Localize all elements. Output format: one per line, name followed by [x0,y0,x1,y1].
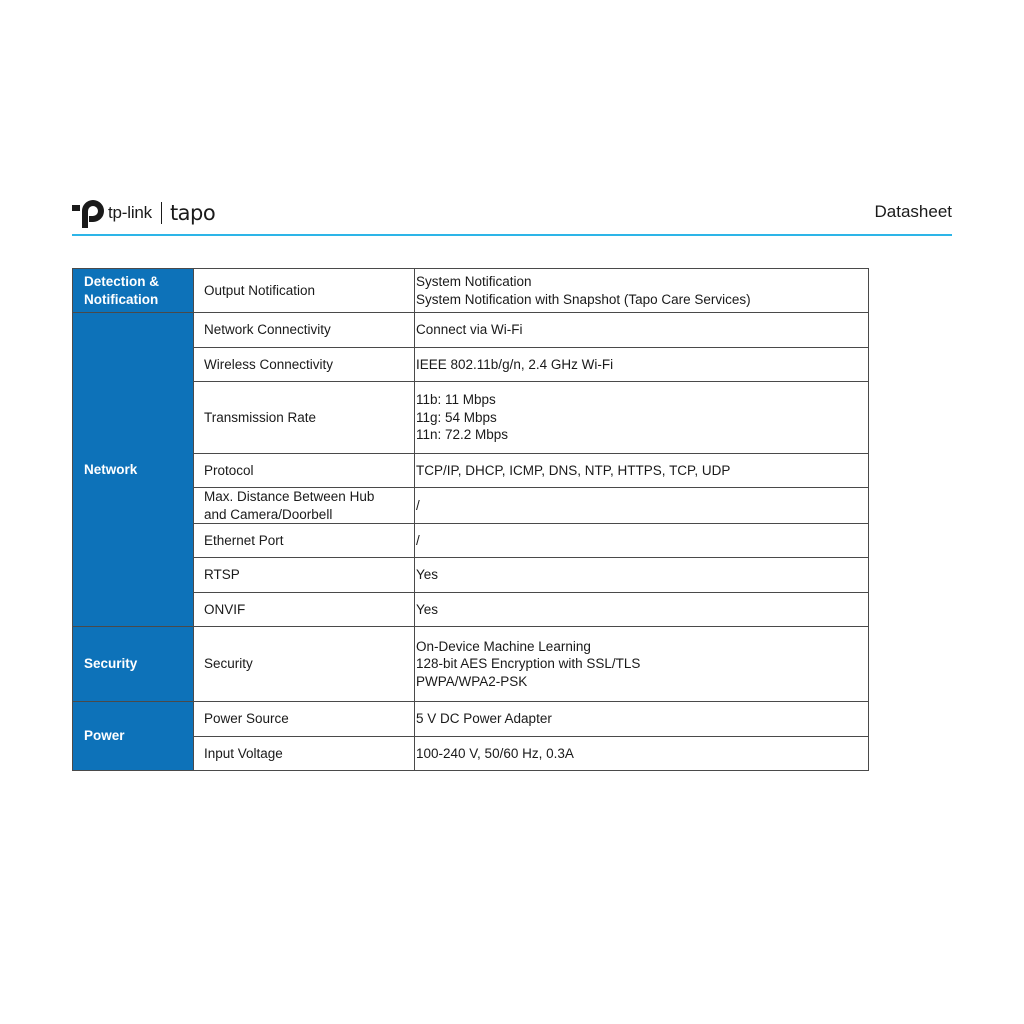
value-line: Yes [416,567,439,583]
value-cell [415,524,869,558]
feature-label: Output Notification [204,282,316,298]
category-label-line: Security [84,656,138,672]
document-type: Datasheet [874,202,952,221]
feature-cell [194,313,415,348]
value-cell [415,558,869,593]
value-line: 11b: 11 Mbps [416,392,496,408]
table-row [73,702,869,737]
value-line: 11n: 72.2 Mbps [416,427,509,443]
feature-label: Protocol [204,462,254,478]
feature-cell [194,737,415,771]
table-row [73,313,869,348]
value-line: Connect via Wi-Fi [416,322,523,338]
table-row [73,627,869,702]
feature-label: ONVIF [204,601,246,617]
value-line: 128-bit AES Encryption with SSL/TLS [416,656,641,672]
brand-divider [161,202,162,224]
value-line: / [416,497,420,513]
value-line: Yes [416,601,439,617]
category-label-line: Detection & [84,274,160,289]
value-line: IEEE 802.11b/g/n, 2.4 GHz Wi-Fi [416,356,614,372]
value-cell [415,454,869,488]
value-line: System Notification [416,274,532,289]
feature-label: RTSP [204,567,240,583]
feature-label: Transmission Rate [204,409,317,425]
category-cell-power [73,702,194,771]
category-cell-detection [73,269,194,313]
feature-cell [194,558,415,593]
category-label-line: Network [84,461,138,477]
category-cell-network [73,313,194,627]
value-cell [415,702,869,737]
feature-label: Max. Distance Between Hub [204,489,375,504]
feature-cell [194,454,415,488]
feature-label: Power Source [204,711,289,727]
feature-label: Network Connectivity [204,322,331,338]
category-cell-security [73,627,194,702]
feature-label: Ethernet Port [204,532,284,548]
value-cell [415,627,869,702]
value-line: 11g: 54 Mbps [416,409,497,425]
header-divider [72,234,952,236]
value-cell [415,382,869,454]
feature-cell [194,593,415,627]
feature-label: and Camera/Doorbell [204,506,333,522]
feature-cell [194,702,415,737]
feature-label: Security [204,656,253,672]
feature-cell [194,269,415,313]
value-line: PWPA/WPA2-PSK [416,673,528,689]
feature-cell [194,382,415,454]
feature-cell [194,488,415,524]
feature-label: Wireless Connectivity [204,356,334,372]
category-label-line: Power [84,728,125,744]
value-cell [415,348,869,382]
value-cell [415,269,869,313]
spec-table [72,268,869,771]
feature-cell [194,348,415,382]
category-label-line: Notification [84,291,159,307]
brand-logo [72,194,215,232]
feature-cell [194,627,415,702]
brand-tplink: tp-link [108,203,152,222]
table-row [73,269,869,313]
value-line: On-Device Machine Learning [416,638,591,654]
tp-link-logo-icon [72,197,104,229]
value-line: / [416,532,420,548]
value-line: TCP/IP, DHCP, ICMP, DNS, NTP, HTTPS, TCP, UDP [416,462,731,478]
value-cell [415,737,869,771]
value-line: System Notification with Snapshot (Tapo Care Services) [416,291,751,307]
brand-tapo: tapo [169,201,216,225]
value-cell [415,313,869,348]
page-header [72,194,952,232]
feature-cell [194,524,415,558]
value-cell [415,593,869,627]
value-line: 100-240 V, 50/60 Hz, 0.3A [416,745,574,761]
value-line: 5 V DC Power Adapter [416,711,552,727]
value-cell [415,488,869,524]
feature-label: Input Voltage [204,745,283,761]
